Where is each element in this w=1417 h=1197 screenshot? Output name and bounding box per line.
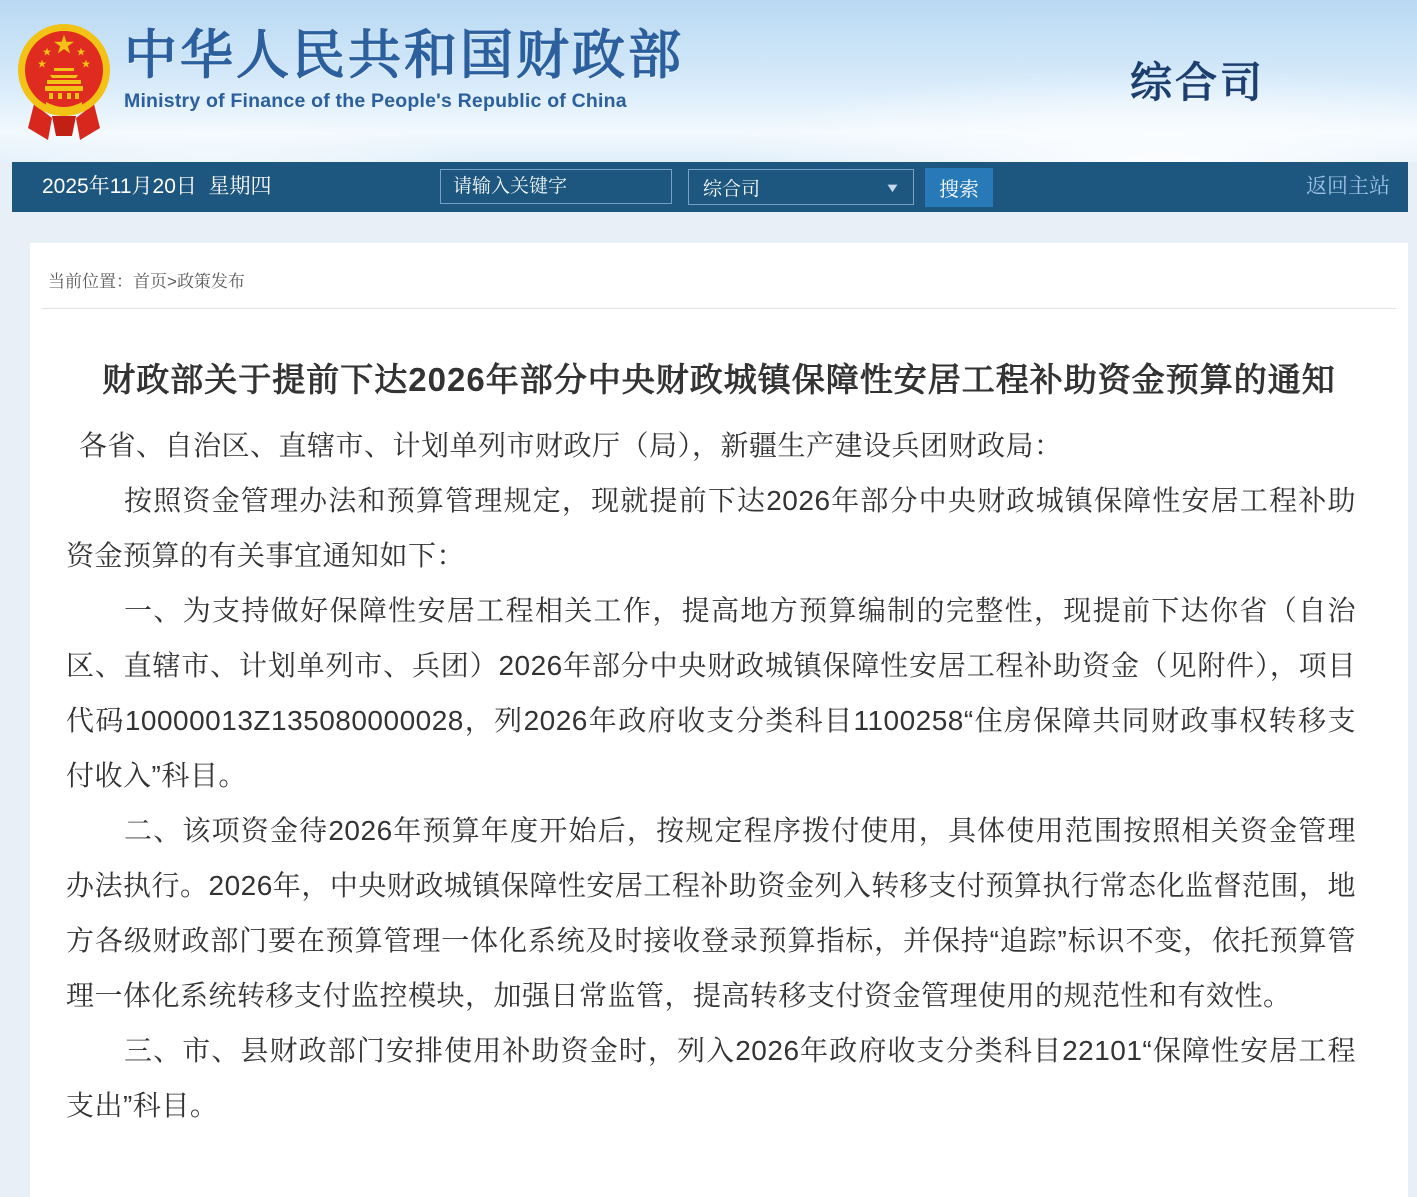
- search-input[interactable]: [440, 169, 672, 204]
- article-paragraph: 三、市、县财政部门安排使用补助资金时，列入2026年政府收支分类科目22101“保障性安居工程支出”科目。: [66, 1034, 1356, 1121]
- breadcrumb-divider: [42, 308, 1396, 309]
- navbar: [12, 162, 1408, 212]
- breadcrumb: [30, 243, 1408, 292]
- article-paragraph: 各省、自治区、直辖市、计划单列市财政厅（局），新疆生产建设兵团财政局：: [79, 429, 1063, 461]
- breadcrumb-item-home[interactable]: 首页: [133, 272, 167, 291]
- article-title: 财政部关于提前下达2026年部分中央财政城镇保障性安居工程补助资金预算的通知: [102, 361, 1336, 398]
- search-button[interactable]: 搜索: [925, 168, 993, 207]
- article-paragraph: 一、为支持做好保障性安居工程相关工作，提高地方预算编制的完整性，现提前下达你省（自治区、直辖市、计划单列市、兵团）2026年部分中央财政城镇保障性安居工程补助资金（见附件），项目代码10000013Z135080000028，列2026年政府收支分类科目1100258“住房保障共同财政事权转移支付收入”科目。: [66, 594, 1356, 791]
- org-name-en: Ministry of Finance of the People's Republic of China: [124, 89, 627, 112]
- content-card: [30, 243, 1408, 1197]
- breadcrumb-item-policy[interactable]: 政策发布: [176, 272, 245, 291]
- site-logo-text: [124, 28, 684, 113]
- breadcrumb-label: 当前位置：: [48, 272, 133, 291]
- article-body: [66, 418, 1356, 1133]
- national-emblem-icon: [16, 18, 112, 142]
- category-select[interactable]: [688, 169, 914, 205]
- site-header: [0, 0, 1417, 162]
- category-selected-value: 综合司: [703, 178, 761, 200]
- back-to-main-site-link[interactable]: 返回主站: [1306, 175, 1390, 198]
- article-paragraph: 按照资金管理办法和预算管理规定，现就提前下达2026年部分中央财政城镇保障性安居工程补助资金预算的有关事宜通知如下：: [66, 484, 1356, 571]
- breadcrumb-separator: >: [167, 272, 177, 291]
- current-date: 2025年11月20日 星期四: [42, 175, 272, 198]
- department-title: 综合司: [1129, 59, 1265, 106]
- chevron-down-icon: ▼: [884, 179, 901, 195]
- article-paragraph: 二、该项资金待2026年预算年度开始后，按规定程序拨付使用，具体使用范围按照相关资金管理办法执行。2026年，中央财政城镇保障性安居工程补助资金列入转移支付预算执行常态化监督范围，地方各级财政部门要在预算管理一体化系统及时接收登录预算指标，并保持“追踪”标识不变，依托预算管理一体化系统转移支付监控模块，加强日常监管，提高转移支付资金管理使用的规范性和有效性。: [66, 814, 1356, 1011]
- org-name-cn: 中华人民共和国财政部: [124, 26, 684, 85]
